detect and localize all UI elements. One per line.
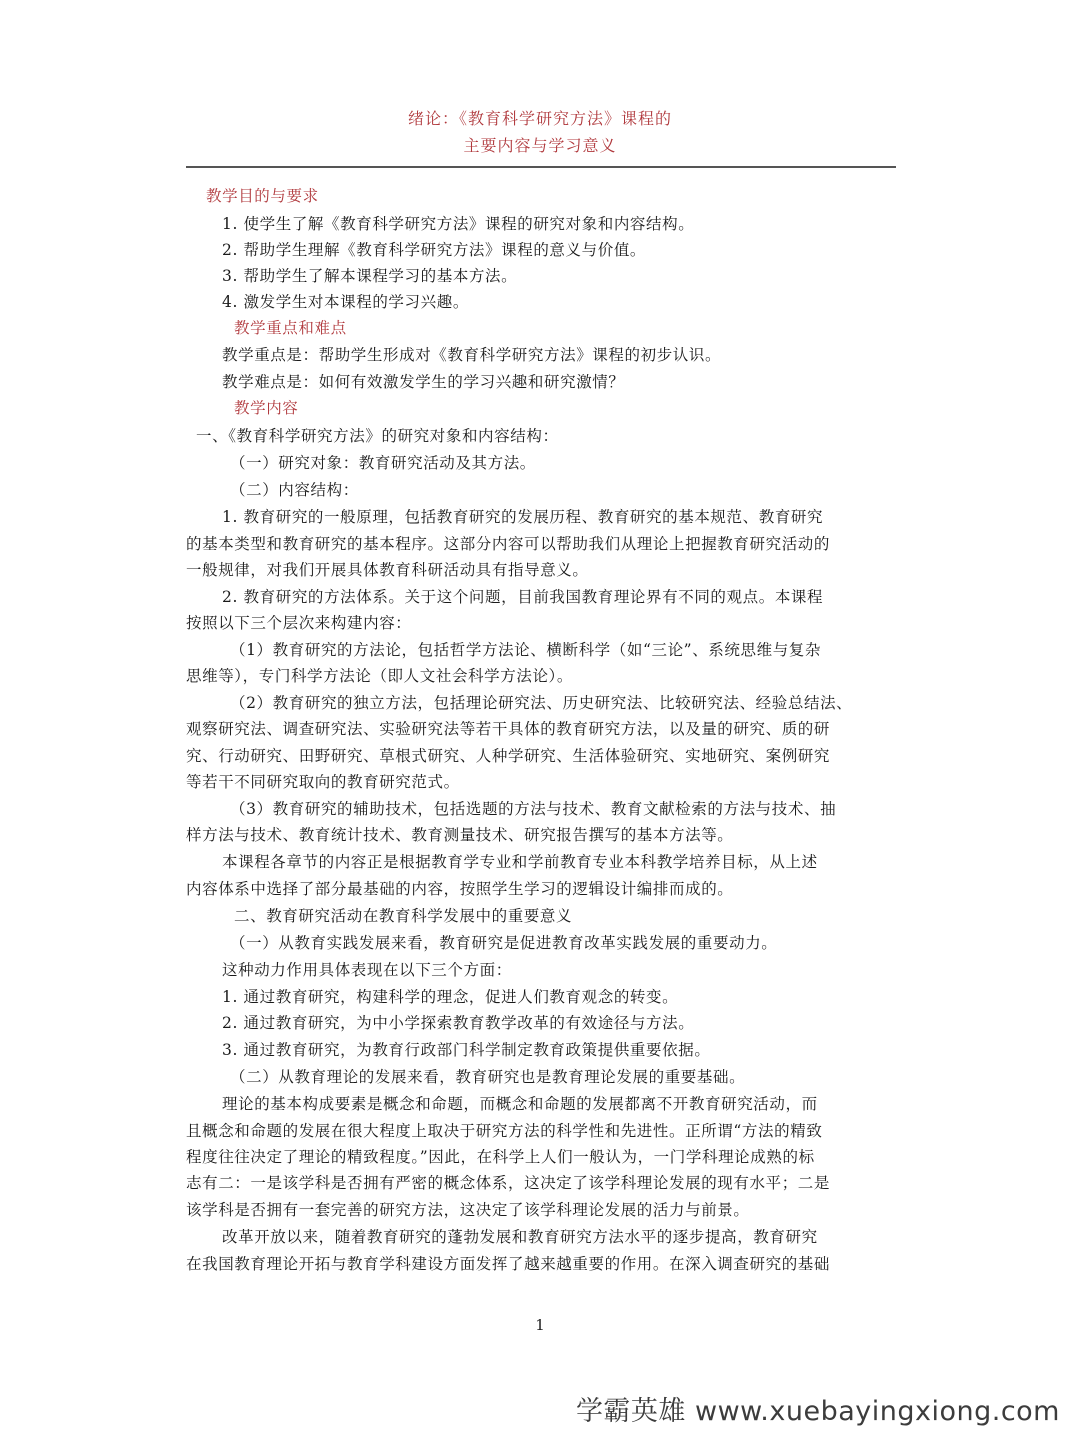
body-line: 究、行动研究、田野研究、草根式研究、人种学研究、生活体验研究、实地研究、案例研究 bbox=[186, 747, 831, 765]
body-line: 等若干不同研究取向的教育研究范式。 bbox=[186, 773, 460, 791]
site-watermark: 学霸英雄 www.xuebayingxiong.com bbox=[575, 1396, 1060, 1427]
objective-item: 3. 帮助学生了解本课程学习的基本方法。 bbox=[222, 267, 518, 285]
body-line: 2. 教育研究的方法体系。关于这个问题，目前我国教育理论界有不同的观点。本课程 bbox=[222, 588, 824, 606]
body-line: 志有二：一是该学科是否拥有严密的概念体系，这决定了该学科理论发展的现有水平；二是 bbox=[186, 1174, 831, 1192]
body-line: （二）从教育理论的发展来看，教育研究也是教育理论发展的重要基础。 bbox=[230, 1068, 746, 1086]
body-line: （3）教育研究的辅助技术，包括选题的方法与技术、教育文献检索的方法与技术、抽 bbox=[230, 800, 837, 818]
body-line: 该学科是否拥有一套完善的研究方法，这决定了该学科理论发展的活力与前景。 bbox=[186, 1201, 750, 1219]
body-line: 1. 通过教育研究，构建科学的理念，促进人们教育观念的转变。 bbox=[222, 988, 679, 1006]
body-line: 本课程各章节的内容正是根据教育学专业和学前教育专业本科教学培养目标，从上述 bbox=[222, 853, 818, 871]
body-line: 2. 通过教育研究，为中小学探索教育教学改革的有效途径与方法。 bbox=[222, 1014, 695, 1032]
page-title-line-2: 主要内容与学习意义 bbox=[463, 136, 617, 155]
teaching-keypoint: 教学重点是：帮助学生形成对《教育科学研究方法》课程的初步认识。 bbox=[222, 346, 722, 364]
teaching-difficulty: 教学难点是：如何有效激发学生的学习兴趣和研究激情？ bbox=[222, 373, 625, 391]
objectives-heading: 教学目的与要求 bbox=[206, 187, 319, 205]
body-line: （1）教育研究的方法论，包括哲学方法论、横断科学（如“三论”、系统思维与复杂 bbox=[230, 641, 822, 659]
objective-item: 1. 使学生了解《教育科学研究方法》课程的研究对象和内容结构。 bbox=[222, 215, 695, 233]
body-line: 样方法与技术、教育统计技术、教育测量技术、研究报告撰写的基本方法等。 bbox=[186, 826, 734, 844]
body-line: 的基本类型和教育研究的基本程序。这部分内容可以帮助我们从理论上把握教育研究活动的 bbox=[186, 535, 831, 553]
body-line: （一）从教育实践发展来看，教育研究是促进教育改革实践发展的重要动力。 bbox=[230, 934, 778, 952]
body-line: 一般规律，对我们开展具体教育科研活动具有指导意义。 bbox=[186, 561, 589, 579]
body-line: 按照以下三个层次来构建内容： bbox=[186, 614, 412, 632]
body-line: 1. 教育研究的一般原理，包括教育研究的发展历程、教育研究的基本规范、教育研究 bbox=[222, 508, 824, 526]
body-line: 改革开放以来，随着教育研究的蓬勃发展和教育研究方法水平的逐步提高，教育研究 bbox=[222, 1228, 818, 1246]
body-line: 这种动力作用具体表现在以下三个方面： bbox=[222, 961, 512, 979]
body-line: 理论的基本构成要素是概念和命题，而概念和命题的发展都离不开教育研究活动，而 bbox=[222, 1095, 818, 1113]
section-heading: 一、《教育科学研究方法》的研究对象和内容结构： bbox=[196, 427, 559, 445]
body-line: 在我国教育理论开拓与教育学科建设方面发挥了越来越重要的作用。在深入调查研究的基础 bbox=[186, 1255, 831, 1273]
page-number: 1 bbox=[535, 1316, 545, 1334]
body-line: 内容体系中选择了部分最基础的内容，按照学生学习的逻辑设计编排而成的。 bbox=[186, 880, 734, 898]
body-line: 且概念和命题的发展在很大程度上取决于研究方法的科学性和先进性。正所谓“方法的精致 bbox=[186, 1122, 823, 1140]
page-title-line-1: 绪论：《教育科学研究方法》课程的 bbox=[407, 109, 672, 128]
title-divider bbox=[186, 166, 896, 168]
body-line: （二）内容结构： bbox=[230, 481, 359, 499]
keypoints-heading: 教学重点和难点 bbox=[234, 319, 347, 337]
section-heading: 二、教育研究活动在教育科学发展中的重要意义 bbox=[234, 907, 573, 925]
body-line: （一）研究对象：教育研究活动及其方法。 bbox=[230, 454, 536, 472]
body-line: （2）教育研究的独立方法，包括理论研究法、历史研究法、比较研究法、经验总结法、 bbox=[230, 694, 853, 712]
objective-item: 2. 帮助学生理解《教育科学研究方法》课程的意义与价值。 bbox=[222, 241, 647, 259]
body-line: 思维等），专门科学方法论（即人文社会科学方法论）。 bbox=[186, 667, 574, 685]
objective-item: 4. 激发学生对本课程的学习兴趣。 bbox=[222, 293, 469, 311]
content-heading: 教学内容 bbox=[234, 399, 299, 417]
body-line: 程度往往决定了理论的精致程度。”因此，在科学上人们一般认为，一门学科理论成熟的标 bbox=[186, 1148, 815, 1166]
body-line: 3. 通过教育研究，为教育行政部门科学制定教育政策提供重要依据。 bbox=[222, 1041, 711, 1059]
body-line: 观察研究法、调查研究法、实验研究法等若干具体的教育研究方法，以及量的研究、质的研 bbox=[186, 720, 831, 738]
